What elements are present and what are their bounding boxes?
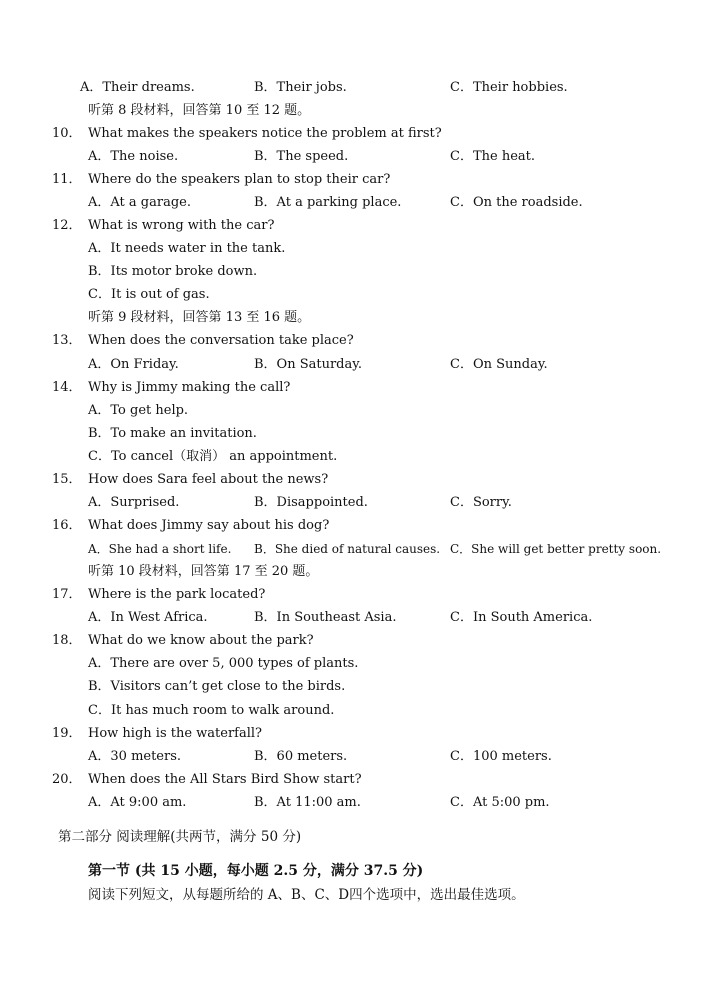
option-c: C．100 meters. [450,749,552,764]
section-instruction: 听第 10 段材料，回答第 17 至 20 题。 [88,564,319,579]
option-c: C．It is out of gas. [88,287,210,302]
question-number: 18． [52,633,82,648]
question-text: Why is Jimmy making the call? [88,380,291,395]
question-text: How does Sara feel about the news? [88,472,329,487]
option-c: C．On the roadside. [450,195,583,210]
option-c: C．The heat. [450,149,535,164]
option-a: A．At 9:00 am. [88,795,187,810]
question-number: 16． [52,518,82,533]
question-text: What makes the speakers notice the problem at first? [88,126,442,141]
question-number: 12． [52,218,82,233]
option-b: B．60 meters. [254,749,348,764]
option-b: B．At a parking place. [254,195,402,210]
question-text: Where do the speakers plan to stop their car? [88,172,391,187]
option-b: B．Their jobs. [254,80,347,95]
option-b: B．To make an invitation. [88,426,257,441]
option-b: B．Disappointed. [254,495,368,510]
option-b: B．At 11:00 am. [254,795,361,810]
question-number: 11． [52,172,82,187]
question-text: Where is the park located? [88,587,266,602]
question-text: What is wrong with the car? [88,218,275,233]
question-text: What do we know about the park? [88,633,314,648]
question-text: How high is the waterfall? [88,726,263,741]
option-b: B．In Southeast Asia. [254,610,397,625]
option-b: B．The speed. [254,149,349,164]
part-title: 第二部分 阅读理解(共两节，满分 50 分) [58,829,302,845]
option-c: C．It has much room to walk around. [88,703,335,718]
option-b: B．On Saturday. [254,357,363,372]
question-text: When does the conversation take place? [88,333,354,348]
option-c: C．At 5:00 pm. [450,795,550,810]
question-text: When does the All Stars Bird Show start? [88,772,362,787]
option-c: C．To cancel（取消） an appointment. [88,449,338,464]
option-a: A．30 meters. [88,749,182,764]
question-number: 20． [52,772,82,787]
option-c: C．Their hobbies. [450,80,568,95]
option-a: A．On Friday. [88,357,179,372]
option-a: A．Surprised. [88,495,180,510]
option-b: B．Its motor broke down. [88,264,258,279]
question-number: 10． [52,126,82,141]
option-a: A．There are over 5, 000 types of plants. [88,656,359,671]
section-instruction: 阅读下列短文，从每题所给的 A、B、C、D四个选项中，选出最佳选项。 [88,887,525,903]
option-a: A．Their dreams. [80,80,195,95]
option-a: A．She had a short life. [88,542,232,556]
section-title: 第一节 (共 15 小题，每小题 2.5 分，满分 37.5 分) [88,863,424,879]
question-number: 13． [52,333,82,348]
option-a: A．The noise. [88,149,179,164]
section-instruction: 听第 8 段材料，回答第 10 至 12 题。 [88,103,311,118]
option-b: B．She died of natural causes. [254,542,441,556]
option-c: C．In South America. [450,610,593,625]
option-a: A．It needs water in the tank. [88,241,286,256]
option-c: C．Sorry. [450,495,512,510]
question-number: 14． [52,380,82,395]
question-number: 15． [52,472,82,487]
question-text: What does Jimmy say about his dog? [88,518,330,533]
option-a: A．To get help. [88,403,189,418]
question-number: 19． [52,726,82,741]
option-c: C．She will get better pretty soon. [450,542,662,556]
option-b: B．Visitors can’t get close to the birds. [88,679,346,694]
option-a: A．At a garage. [88,195,191,210]
option-c: C．On Sunday. [450,357,548,372]
option-a: A．In West Africa. [88,610,208,625]
section-instruction: 听第 9 段材料，回答第 13 至 16 题。 [88,310,311,325]
question-number: 17． [52,587,82,602]
